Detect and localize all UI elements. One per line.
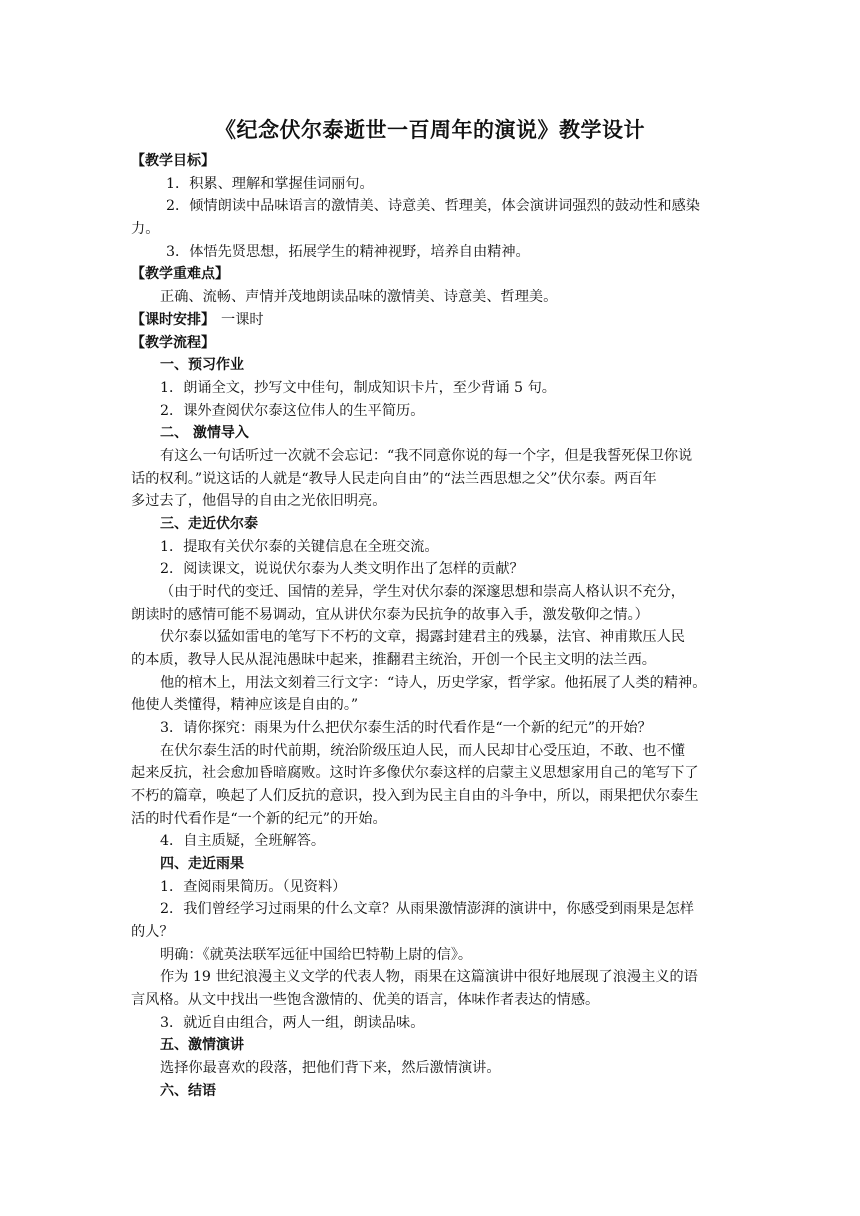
text-line: （由于时代的变迁、国情的差异，学生对伏尔泰的深邃思想和崇高人格认识不充分， (160, 584, 685, 600)
section-heading: 二、 激情导入 (160, 425, 249, 441)
text-line: 3．体悟先贤思想，拓展学生的精神视野，培养自由精神。 (166, 244, 530, 260)
text-line: 他的棺木上，用法文刻着三行文字：“诗人，历史学家，哲学家。他拓展了人类的精神。 (160, 675, 707, 691)
text-line: 明确：《就英法联军远征中国给巴特勒上尉的信》。 (160, 947, 473, 963)
text-line: 作为 19 世纪浪漫主义文学的代表人物，雨果在这篇演讲中很好地展现了浪漫主义的语 (160, 969, 698, 985)
text-line: 起来反抗，社会愈加昏暗腐败。这时许多像伏尔泰这样的启蒙主义思想家用自己的笔写下了 (131, 765, 699, 781)
text-line: 2．阅读课文，说说伏尔泰为人类文明作出了怎样的贡献？ (160, 561, 524, 577)
text-line: 伏尔泰以猛如雷电的笔写下不朽的文章，揭露封建君主的残暴，法官、神甫欺压人民 (160, 629, 685, 645)
schedule-value: 一课时 (221, 312, 264, 328)
document-title: 《纪念伏尔泰逝世一百周年的演说》教学设计 (215, 118, 645, 142)
text-line: 2．课外查阅伏尔泰这位伟人的生平简历。 (160, 403, 425, 419)
section-heading: 五、激情演讲 (160, 1037, 244, 1053)
text-line: 他使人类懂得，精神应该是自由的。” (131, 697, 359, 713)
text-line: 1．查阅雨果简历。（见资料） (160, 879, 347, 895)
text-line: 有这么一句话听过一次就不会忘记：“我不同意你说的每一个字，但是我誓死保卫你说 (160, 448, 693, 464)
section-heading: 四、走近雨果 (160, 856, 244, 872)
text-line: 1．提取有关伏尔泰的关键信息在全班交流。 (160, 539, 439, 555)
text-line: 朗读时的感情可能不易调动，宜从讲伏尔泰为民抗争的故事入手，激发敬仰之情。） (131, 607, 649, 623)
text-line: 力。 (131, 221, 160, 237)
text-line: 不朽的篇章，唤起了人们反抗的意识，投入到为民主自由的斗争中，所以，雨果把伏尔泰生 (131, 788, 699, 804)
text-line: 在伏尔泰生活的时代前期，统治阶级压迫人民，而人民却甘心受压迫，不敢、也不懂 (160, 743, 685, 759)
heading-process: 【教学流程】 (131, 335, 215, 351)
heading-key-points: 【教学重难点】 (131, 266, 229, 282)
text-line: 3．就近自由组合，两人一组，朗读品味。 (160, 1015, 425, 1031)
text-line: 选择你最喜欢的段落，把他们背下来，然后激情演讲。 (160, 1060, 501, 1076)
text-line: 活的时代看作是“一个新的纪元”的开始。 (131, 811, 387, 827)
text-line: 的本质，教导人民从混沌愚昧中起来，推翻君主统治，开创一个民主文明的法兰西。 (131, 652, 656, 668)
section-heading: 三、走近伏尔泰 (160, 516, 258, 532)
text-line: 2．我们曾经学习过雨果的什么文章？从雨果激情澎湃的演讲中，你感受到雨果是怎样 (160, 901, 694, 917)
text-line: 言风格。从文中找出一些饱含激情的、优美的语言，体味作者表达的情感。 (131, 992, 600, 1008)
text-line: 3．请你探究：雨果为什么把伏尔泰生活的时代看作是“一个新的纪元”的开始？ (160, 720, 652, 736)
text-line: 正确、流畅、声情并茂地朗读品味的激情美、诗意美、哲理美。 (160, 289, 558, 305)
text-line: 多过去了，他倡导的自由之光依旧明亮。 (131, 493, 387, 509)
text-line: 2．倾情朗读中品味语言的激情美、诗意美、哲理美，体会演讲词强烈的鼓动性和感染 (166, 198, 700, 214)
section-heading: 六、结语 (160, 1083, 216, 1099)
heading-schedule: 【课时安排】 (131, 312, 215, 328)
text-line: 话的权利。”说这话的人就是“教导人民走向自由”的“法兰西思想之父”伏尔泰。两百年 (131, 471, 657, 487)
text-line: 1．朗诵全文，抄写文中佳句，制成知识卡片，至少背诵 5 句。 (160, 380, 556, 396)
text-line: 1．积累、理解和掌握佳词丽句。 (166, 176, 374, 192)
text-line: 4．自主质疑，全班解答。 (160, 833, 326, 849)
section-heading: 一、预习作业 (160, 357, 244, 373)
heading-objectives: 【教学目标】 (131, 153, 215, 169)
text-line: 的人？ (131, 924, 174, 940)
